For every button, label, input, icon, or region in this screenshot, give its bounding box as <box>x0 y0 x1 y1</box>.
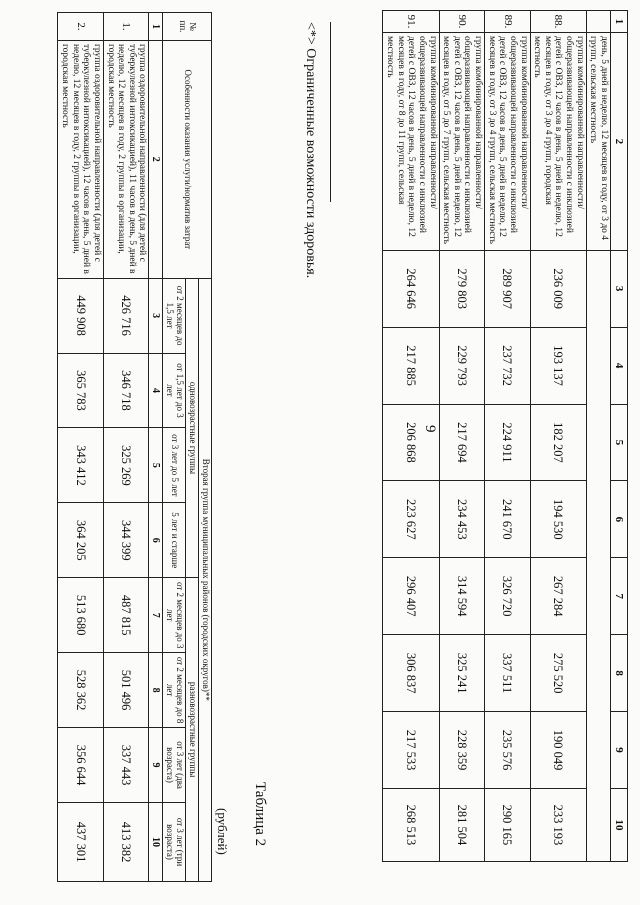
header-age-column: от 1,5 лет до 3 лет <box>163 353 186 428</box>
value-cell: 234 453 <box>439 481 485 558</box>
header-second-group: Вторая группа муниципальных районов (городских округов)** <box>199 278 212 881</box>
header-age-column: от 3 лет (три возраста) <box>163 803 186 882</box>
value-cell: 413 382 <box>103 803 149 882</box>
row-description: день, 5 дней в неделю, 12 месяцев в году, от 3 до 4 групп, сельская местность <box>586 32 610 250</box>
header-age-column: от 3 лет до 5 лет <box>163 428 186 503</box>
column-number: 3 <box>149 278 163 353</box>
header-age-column: 5 лет и старше <box>163 503 186 578</box>
column-number: 4 <box>149 353 163 428</box>
value-cell: 281 504 <box>439 788 485 861</box>
header-same-age: одновозрастные группы <box>186 278 199 578</box>
column-number-row <box>149 13 163 882</box>
value-cell: 217 885 <box>383 327 439 404</box>
value-cell: 217 694 <box>439 404 485 481</box>
value-cell: 228 359 <box>439 712 485 789</box>
value-cell: 264 646 <box>383 250 439 327</box>
column-number: 7 <box>149 578 163 653</box>
column-number-row <box>611 11 628 862</box>
column-number: 1 <box>611 11 628 33</box>
value-cell: 279 803 <box>439 250 485 327</box>
column-number: 9 <box>149 728 163 803</box>
value-cell: 365 783 <box>58 353 104 428</box>
row-description: группа комбинированной направленности/общеразвивающей направленности с инклюзией детей с ОВЗ, 12 часов в день, 5 дней в неделю, 12 месяцев в году, от 3 до 4 групп, сельская местность <box>485 32 531 250</box>
value-cell: 223 627 <box>383 481 439 558</box>
row-number: 91. <box>383 11 439 33</box>
table-row <box>103 13 149 882</box>
row-number: 88. <box>530 11 586 33</box>
column-number: 4 <box>611 327 628 404</box>
value-cell: 501 496 <box>103 653 149 728</box>
column-number: 6 <box>611 481 628 558</box>
row-number: 2. <box>58 13 104 41</box>
table-row <box>530 11 586 862</box>
column-number: 3 <box>611 250 628 327</box>
column-number: 2 <box>611 32 628 250</box>
row-description: группа комбинированной направленности/общеразвивающей направленности с инклюзией детей с ОВЗ, 12 часов в день, 5 дней в неделю, 12 месяцев в году, от 5 до 7 групп, сельская местность <box>439 32 485 250</box>
column-number: 10 <box>149 803 163 882</box>
table-row <box>439 11 485 862</box>
column-number: 6 <box>149 503 163 578</box>
value-cell: 267 284 <box>530 558 586 635</box>
value-cell: 337 443 <box>103 728 149 803</box>
column-number: 9 <box>611 712 628 789</box>
row-description: группа оздоровительной направленности (для детей с туберкулезной интоксикацией), 11 часов в день, 5 дней в неделю, 12 месяцев в году, 2 группы в организации, городская местность <box>103 40 149 278</box>
column-number: 2 <box>149 40 163 278</box>
value-cell: 437 301 <box>58 803 104 882</box>
tariff-table-1 <box>383 10 629 862</box>
value-cell: 314 594 <box>439 558 485 635</box>
header-number: № пп. <box>163 13 212 41</box>
value-cell: 237 732 <box>485 327 531 404</box>
row-description: группа комбинированной направленности/общеразвивающей направленности с инклюзией детей с ОВЗ, 12 часов в день, 5 дней в неделю, 12 месяцев в году, от 3 до 4 групп, городская местность <box>530 32 586 250</box>
value-cell: 275 520 <box>530 635 586 712</box>
value-cell: 364 205 <box>58 503 104 578</box>
column-number: 5 <box>149 428 163 503</box>
value-cell: 326 720 <box>485 558 531 635</box>
value-cell: 224 911 <box>485 404 531 481</box>
value-cell: 217 533 <box>383 712 439 789</box>
page-number: 9 <box>422 425 438 433</box>
value-cell: 206 868 <box>383 404 439 481</box>
table-caption: Таблица 2 <box>252 782 268 847</box>
value-cell: 513 680 <box>58 578 104 653</box>
value-cell: 241 670 <box>485 481 531 558</box>
column-number: 5 <box>611 404 628 481</box>
header-age-column: от 2 месяцев до 3 лет <box>163 578 186 653</box>
value-cell: 449 908 <box>58 278 104 353</box>
value-cell: 325 269 <box>103 428 149 503</box>
value-cell: 426 716 <box>103 278 149 353</box>
footnote-separator <box>330 22 331 202</box>
value-cell: 528 362 <box>58 653 104 728</box>
column-number: 1 <box>149 13 163 41</box>
table-row <box>383 11 439 862</box>
value-cell: 229 793 <box>439 327 485 404</box>
value-cell: 346 718 <box>103 353 149 428</box>
header-row <box>199 13 212 882</box>
value-cell: 233 193 <box>530 788 586 861</box>
value-cell: 190 049 <box>530 712 586 789</box>
value-cell: 343 412 <box>58 428 104 503</box>
row-description: группа оздоровительной направленности (для детей с туберкулезной интоксикацией), 12 часов в день, 5 дней в неделю, 12 месяцев в году, 2 группы в организации, городская местность <box>58 40 104 278</box>
value-cell: 193 137 <box>530 327 586 404</box>
header-age-column: от 2 месяцев до 1,5 лет <box>163 278 186 353</box>
value-cell: 290 165 <box>485 788 531 861</box>
column-number: 7 <box>611 558 628 635</box>
table-row <box>58 13 104 882</box>
value-cell: 235 576 <box>485 712 531 789</box>
units-label: (рублей) <box>215 808 230 855</box>
header-mixed-age: разновозрастные группы <box>186 578 199 882</box>
table-row <box>586 11 610 862</box>
row-description: группа комбинированной направленности/общеразвивающей направленности с инклюзией детей с ОВЗ, 12 часов в день, 5 дней в неделю, 12 месяцев в году, от 8 до 11 групп, сельская местность <box>383 32 439 250</box>
tariff-table-2 <box>57 12 212 882</box>
column-number: 10 <box>611 788 628 861</box>
value-cell: 337 511 <box>485 635 531 712</box>
column-number: 8 <box>611 635 628 712</box>
header-age-column: от 3 лет (два возраста) <box>163 728 186 803</box>
value-cell: 194 530 <box>530 481 586 558</box>
value-cell: 306 837 <box>383 635 439 712</box>
row-number: 1. <box>103 13 149 41</box>
row-number: 89. <box>485 11 531 33</box>
value-cell: 289 907 <box>485 250 531 327</box>
table-row <box>485 11 531 862</box>
value-cell: 296 407 <box>383 558 439 635</box>
header-age-column: от 2 месяцев до 8 лет <box>163 653 186 728</box>
value-cell: 182 207 <box>530 404 586 481</box>
footnote: <*> Ограниченные возможности здоровья. <box>303 22 318 279</box>
column-number: 8 <box>149 653 163 728</box>
value-cell: 268 513 <box>383 788 439 861</box>
row-number <box>586 11 610 33</box>
value-cell: 487 815 <box>103 578 149 653</box>
value-cell: 344 399 <box>103 503 149 578</box>
value-cell: 325 241 <box>439 635 485 712</box>
header-features: Особенности оказания услуги/норматив затрат <box>163 40 212 278</box>
value-cell: 356 644 <box>58 728 104 803</box>
value-cell: 236 009 <box>530 250 586 327</box>
row-number: 90. <box>439 11 485 33</box>
empty-cells <box>586 250 610 861</box>
